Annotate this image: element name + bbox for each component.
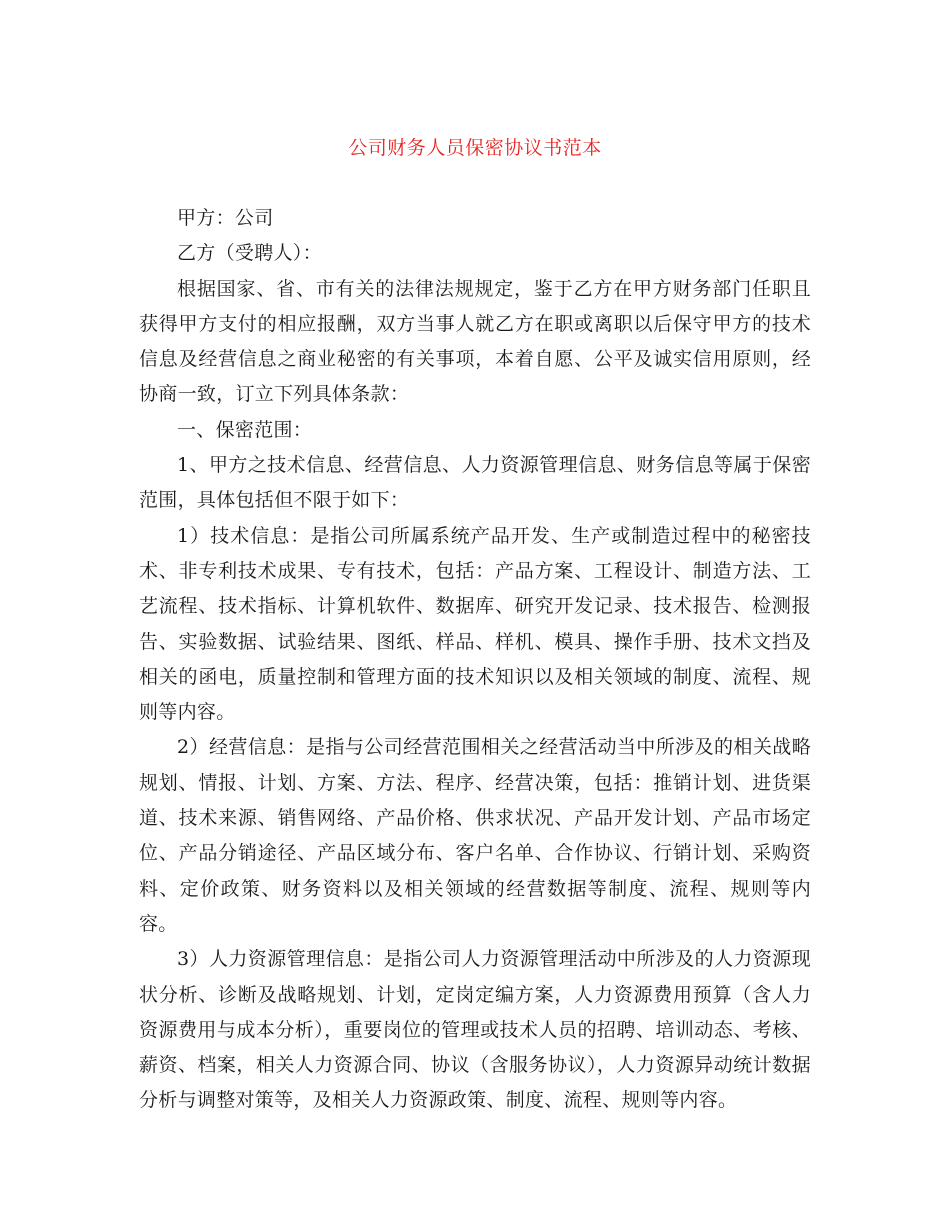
technical-info-paragraph: 1）技术信息：是指公司所属系统产品开发、生产或制造过程中的秘密技术、非专利技术成果、专有技术，包括：产品方案、工程设计、制造方法、工艺流程、技术指标、计算机软件、数据库、研究开发记录、技术报告、检测报告、实验数据、试验结果、图纸、样品、样机、模具、操作手册、技术文挡及相关的函电，质量控制和管理方面的技术知识以及相关领域的制度、流程、规则等内容。	[139, 524, 811, 724]
hr-info-paragraph: 3）人力资源管理信息：是指公司人力资源管理活动中所涉及的人力资源现状分析、诊断及战略规划、计划，定岗定编方案，人力资源费用预算（含人力资源费用与成本分析），重要岗位的管理或技术人员的招聘、培训动态、考核、薪资、档案，相关人力资源合同、协议（含服务协议），人力资源异动统计数据分析与调整对策等，及相关人力资源政策、制度、流程、规则等内容。	[139, 948, 811, 1112]
section-heading-confidential-scope: 一、保密范围：	[177, 418, 313, 441]
party-b-line: 乙方（受聘人）：	[177, 242, 322, 265]
document-title: 公司财务人员保密协议书范本	[348, 137, 602, 159]
preamble-paragraph: 根据国家、省、市有关的法律法规规定，鉴于乙方在甲方财务部门任职且获得甲方支付的相应报酬，双方当事人就乙方在职或离职以后保守甲方的技术信息及经营信息之商业秘密的有关事项，本着自愿、公平及诚实信用原则，经协商一致，订立下列具体条款：	[139, 277, 811, 406]
business-info-paragraph: 2）经营信息：是指与公司经营范围相关之经营活动当中所涉及的相关战略规划、情报、计划、方案、方法、程序、经营决策，包括：推销计划、进货渠道、技术来源、销售网络、产品价格、供求状况、产品开发计划、产品市场定位、产品分销途径、产品区域分布、客户名单、合作协议、行销计划、采购资料、定价政策、财务资料以及相关领域的经营数据等制度、流程、规则等内容。	[139, 736, 811, 935]
document-body	[139, 201, 811, 1119]
clause-1-paragraph: 1、甲方之技术信息、经营信息、人力资源管理信息、财务信息等属于保密范围，具体包括但不限于如下：	[139, 454, 811, 512]
party-a-line: 甲方：公司	[177, 207, 274, 229]
